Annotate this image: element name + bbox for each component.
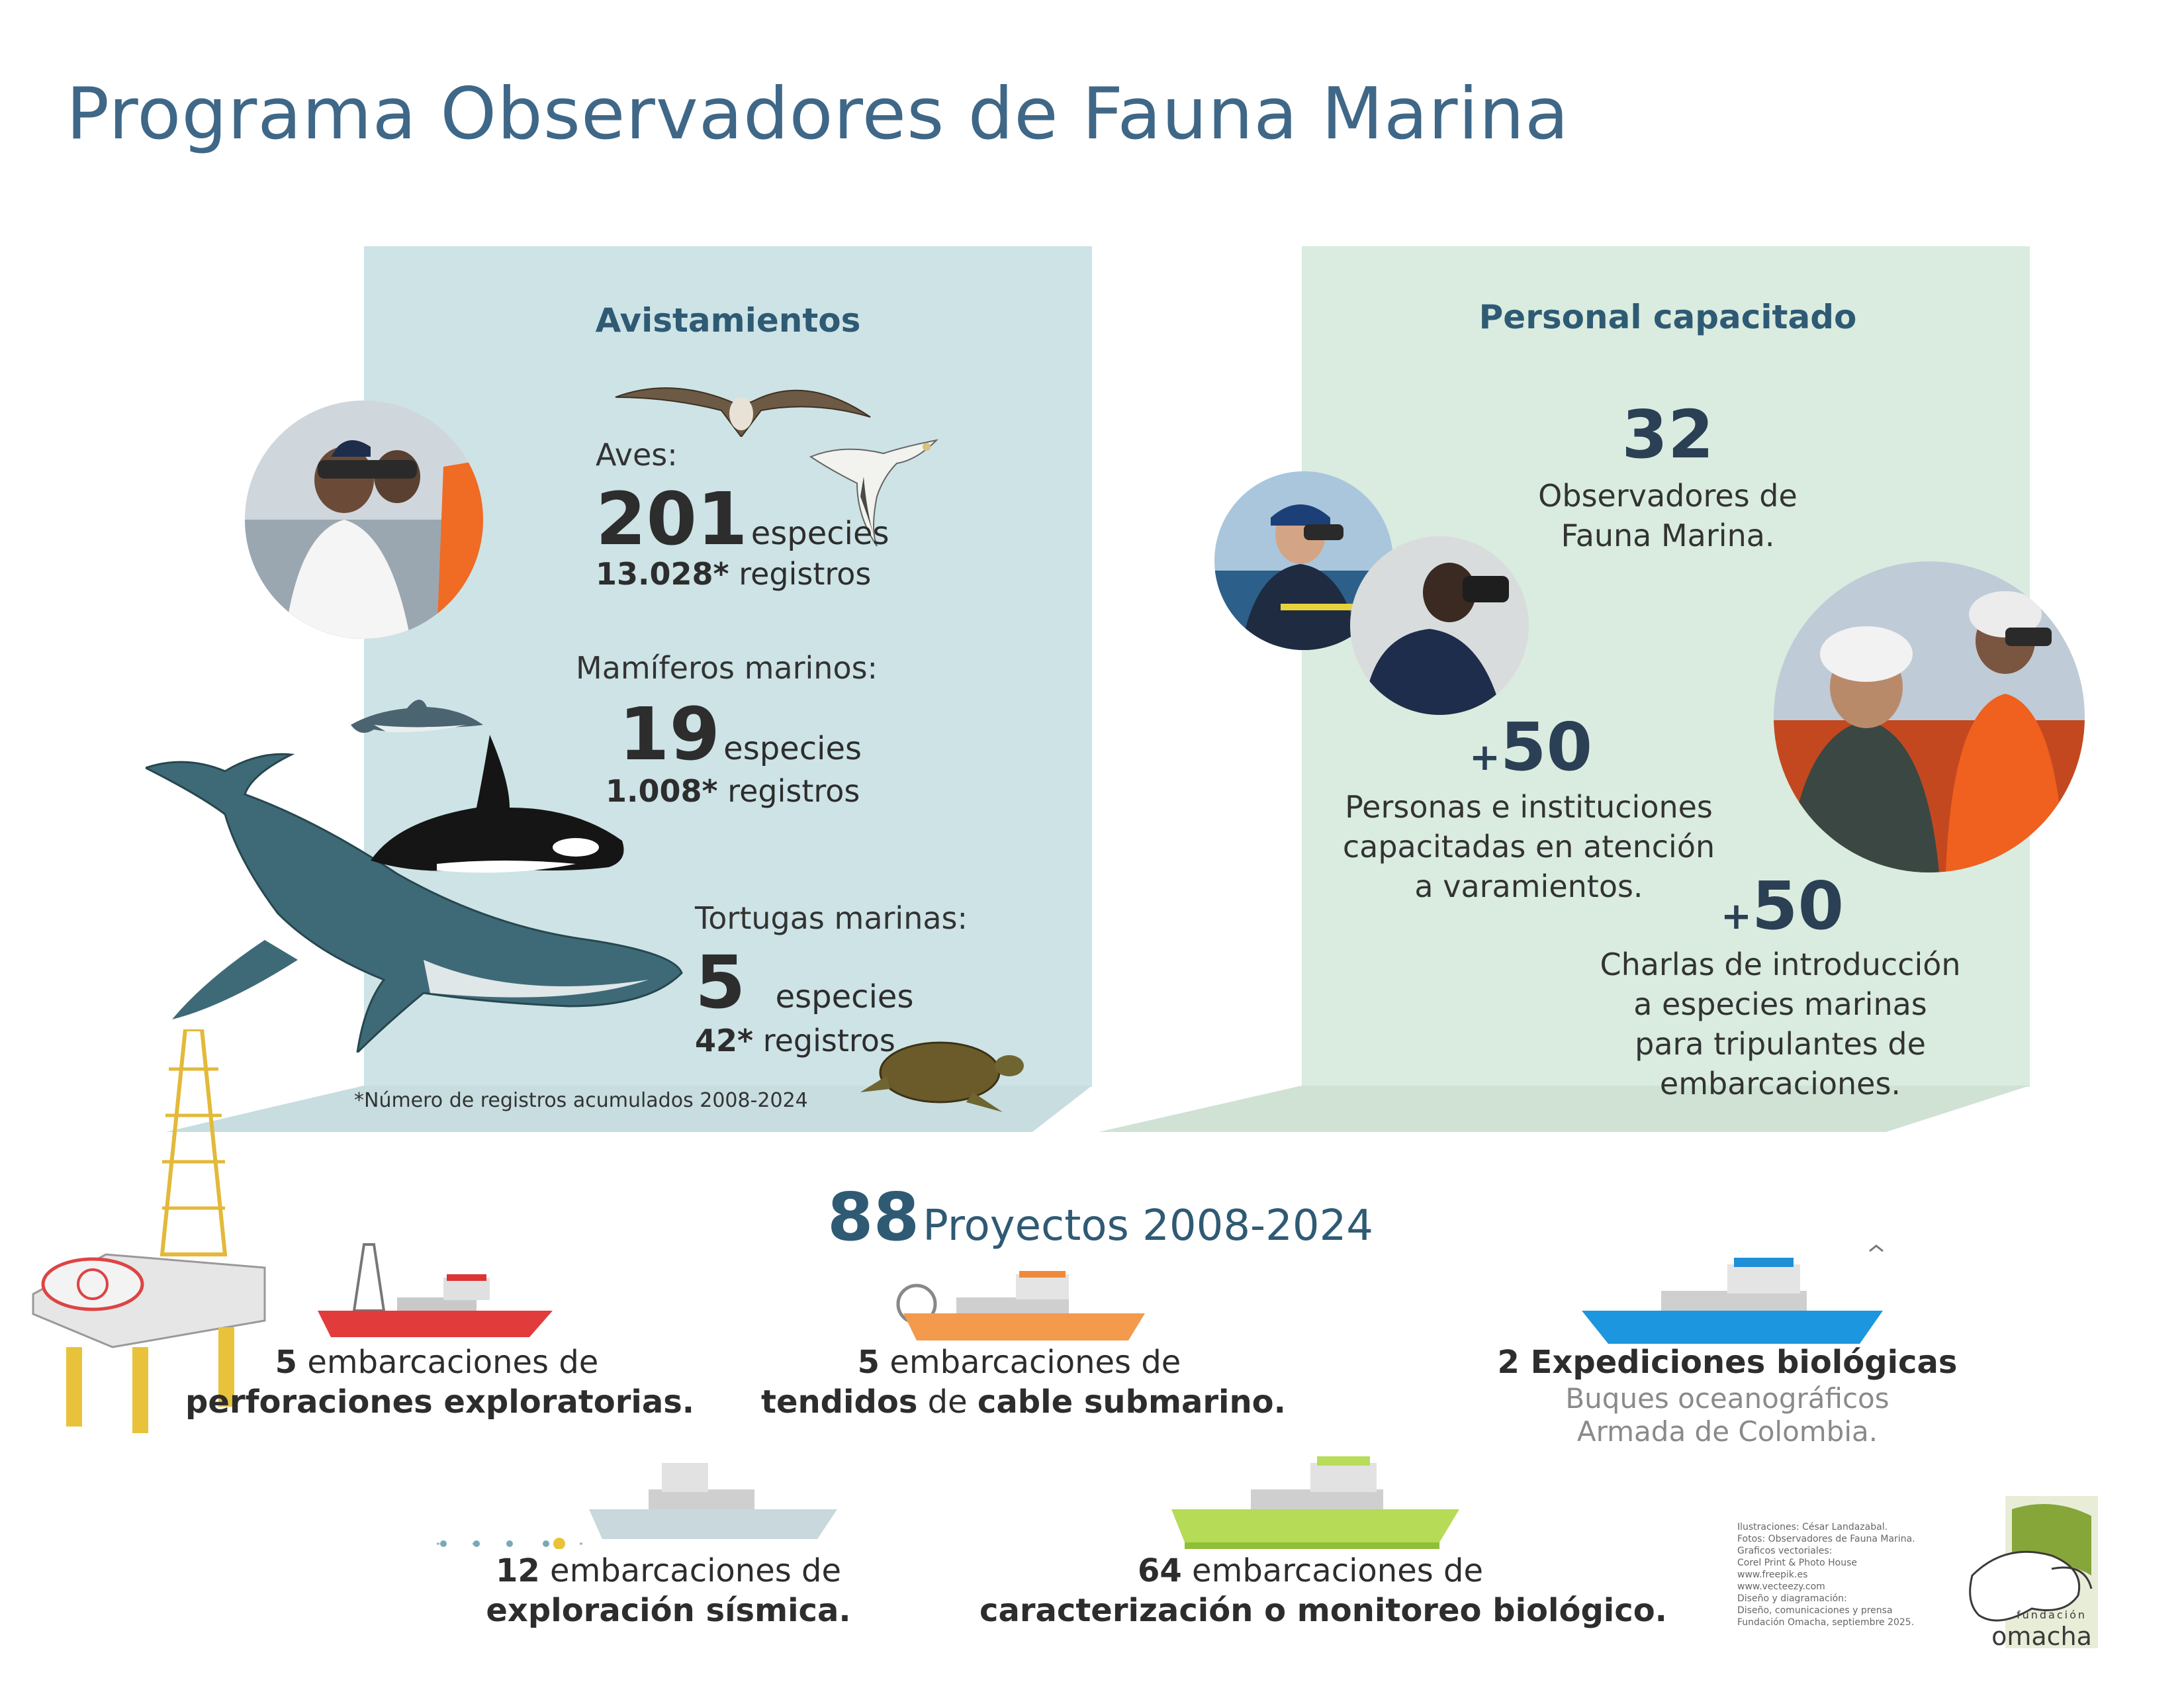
observers-helmets-photo: [1774, 561, 2085, 872]
expediciones-line1: 2 Expediciones biológicas: [1497, 1344, 1958, 1381]
expediciones-line2: Buques oceanográficos: [1565, 1382, 1889, 1415]
aves-label: Aves:: [596, 437, 678, 473]
mamiferos-count: 19: [619, 692, 721, 776]
mamiferos-unit: especies: [723, 730, 862, 767]
aves-unit: especies: [751, 515, 889, 552]
sismica-line2: exploración sísmica.: [486, 1592, 851, 1629]
charlas-line1: Charlas de introducción: [1600, 947, 1961, 982]
seismic-ship-icon: [430, 1443, 841, 1549]
personas-line2: capacitadas en atención: [1342, 829, 1715, 865]
personas-stat: [1469, 708, 1592, 786]
monitoreo-line1: [979, 1552, 1641, 1589]
orca-icon: [357, 728, 635, 880]
personas-count: 50: [1500, 708, 1593, 786]
mamiferos-label: Mamíferos marinos:: [576, 650, 878, 686]
logo-name: omacha: [1991, 1622, 2092, 1651]
credits-line: Diseño, comunicaciones y prensa: [1737, 1605, 1893, 1616]
tortugas-unit: especies: [775, 978, 914, 1015]
tortugas-label: Tortugas marinas:: [695, 900, 968, 936]
personas-plus: +: [1469, 736, 1500, 779]
footnote: *Número de registros acumulados 2008-2024: [354, 1089, 808, 1112]
turtle-icon: [860, 1029, 1026, 1115]
sismica-line1: [410, 1552, 927, 1589]
cable-line1: [761, 1344, 1277, 1381]
credits-line: Fotos: Observadores de Fauna Marina.: [1737, 1534, 1915, 1544]
tortugas-registros-label: registros: [762, 1023, 895, 1058]
avistamientos-heading: Avistamientos: [595, 301, 861, 340]
credits-line: Corel Print & Photo House: [1737, 1558, 1858, 1568]
mamiferos-registros-label: registros: [727, 773, 860, 809]
perforacion-line1: [185, 1344, 688, 1381]
perforacion-num: 5: [275, 1344, 298, 1381]
credits-line: Graficos vectoriales:: [1737, 1546, 1833, 1556]
expediciones-line3: Armada de Colombia.: [1576, 1415, 1878, 1448]
omacha-logo: [1959, 1496, 2098, 1651]
cable-submarino: cable submarino.: [977, 1383, 1286, 1421]
perforacion-text: embarcaciones de: [307, 1344, 599, 1381]
monitoring-ship-icon: [1165, 1443, 1463, 1549]
page-title: Programa Observadores de Fauna Marina: [66, 73, 1570, 156]
aves-count: 201: [596, 477, 748, 561]
credits-line: www.freepik.es: [1737, 1570, 1808, 1580]
personas-line1: Personas e instituciones: [1345, 789, 1713, 825]
drilling-ship-icon: [311, 1238, 556, 1337]
observers-photo: [245, 400, 483, 639]
credits-line: Diseño y diagramación:: [1737, 1593, 1847, 1604]
osprey-icon: [609, 371, 874, 437]
cable-num: 5: [857, 1344, 880, 1381]
tortugas-count: 5: [695, 940, 746, 1025]
cable-text: embarcaciones de: [889, 1344, 1181, 1381]
charlas-line4: embarcaciones.: [1659, 1066, 1901, 1102]
tortugas-stat: [695, 940, 913, 1025]
charlas-count: 50: [1751, 867, 1844, 945]
cable-ship-icon: [890, 1244, 1148, 1344]
personal-heading: Personal capacitado: [1479, 298, 1857, 336]
observer-camera-photo: [1350, 536, 1529, 715]
proyectos-label: Proyectos 2008-2024: [923, 1201, 1374, 1250]
credits-line: www.vecteezy.com: [1737, 1581, 1825, 1592]
cable-line2: [761, 1383, 1286, 1421]
sismica-text: embarcaciones de: [550, 1552, 842, 1589]
monitoreo-num: 64: [1137, 1552, 1182, 1589]
observadores-line1: Observadores de: [1538, 478, 1797, 514]
credits-line: Fundación Omacha, septiembre 2025.: [1737, 1617, 1915, 1628]
personas-line3: a varamientos.: [1414, 868, 1643, 904]
mamiferos-registros-num: 1.008*: [606, 773, 718, 809]
proyectos-count: 88: [827, 1178, 920, 1256]
perforacion-line2: perforaciones exploratorias.: [185, 1383, 695, 1421]
tortugas-registros-num: 42*: [695, 1023, 754, 1058]
logo-fundacion: fundación: [2016, 1609, 2087, 1621]
credits-block: [1737, 1521, 1936, 1628]
charlas-line2: a especies marinas: [1633, 986, 1927, 1022]
charlas-plus: +: [1721, 895, 1752, 938]
expedition-ship-icon: [1575, 1238, 1886, 1344]
sismica-num: 12: [495, 1552, 540, 1589]
credits-line: Ilustraciones: César Landazabal.: [1737, 1522, 1888, 1532]
charlas-line3: para tripulantes de: [1635, 1026, 1926, 1062]
observadores-count: 32: [1621, 396, 1714, 473]
aves-stat: [596, 477, 889, 561]
cable-de: de: [927, 1383, 968, 1421]
charlas-stat: [1721, 867, 1844, 945]
observadores-line2: Fauna Marina.: [1561, 518, 1775, 553]
monitoreo-text: embarcaciones de: [1192, 1552, 1484, 1589]
aves-registros-num: 13.028*: [596, 556, 729, 592]
cable-tendidos: tendidos: [761, 1383, 918, 1421]
monitoreo-line2: caracterización o monitoreo biológico.: [979, 1592, 1667, 1629]
aves-registros: [596, 556, 871, 592]
aves-registros-label: registros: [739, 556, 872, 592]
